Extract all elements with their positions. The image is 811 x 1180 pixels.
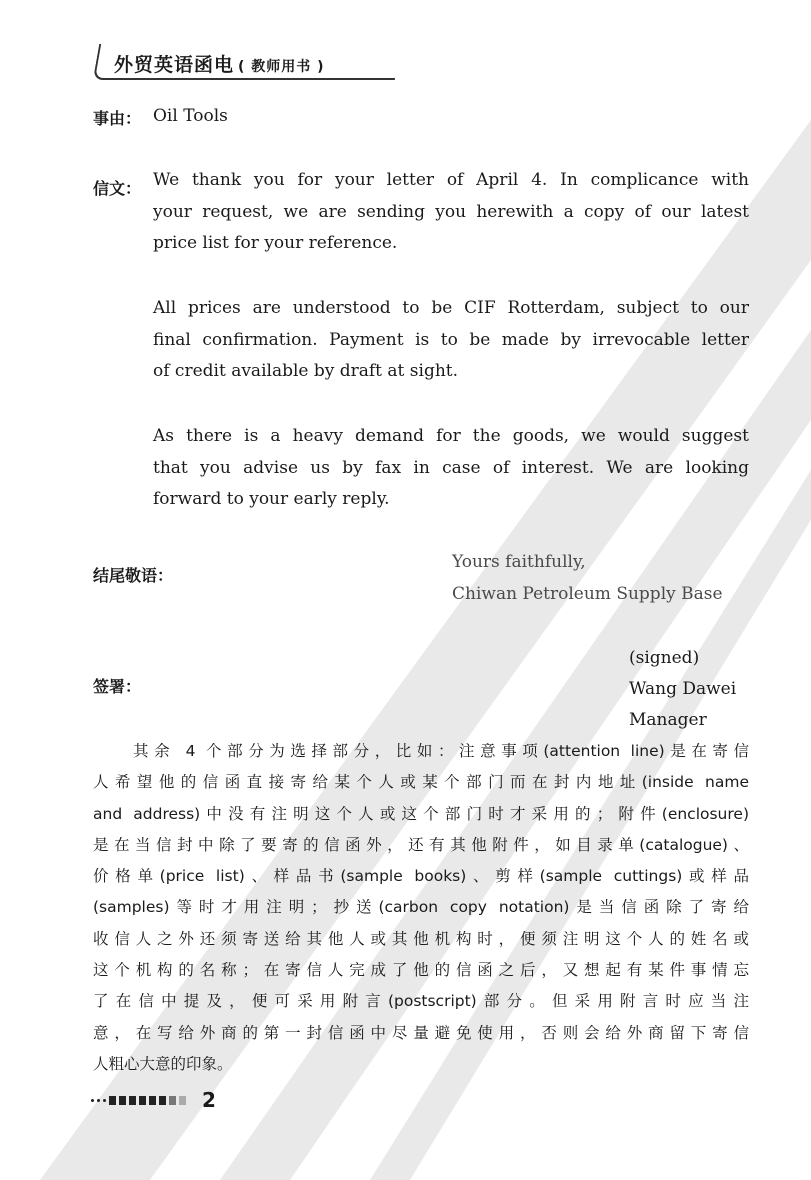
letter-line: of credit available by draft at sight. <box>153 361 459 381</box>
footer-dots-decoration <box>91 1096 186 1105</box>
letter-line: final confirmation. Payment is to be made by irrevocable letter <box>153 329 749 350</box>
closing-label: 结尾敬语： <box>93 566 174 585</box>
explanation-line: 人希望他的信函直接寄给某个人或某个部门而在封内地址(inside name <box>93 773 749 792</box>
letter-line: All prices are understood to be CIF Rotterdam, subject to our <box>153 298 749 318</box>
signature-label: 签署： <box>93 677 142 696</box>
subject-label: 事由： <box>93 109 142 128</box>
letter-paragraph-2 <box>153 293 749 388</box>
letter-body-label: 信文： <box>93 179 142 198</box>
book-title-main: 外贸英语函电 <box>114 54 235 76</box>
explanation-line: 了在信中提及，便可采用附言(postscript)部分。但采用附言时应当注 <box>93 992 749 1011</box>
complimentary-close-line: Yours faithfully, <box>452 552 586 572</box>
explanation-line: 其余 4 个部分为选择部分，比如：注意事项(attention line)是在寄信 <box>133 742 749 760</box>
book-title-sub: ( 教师用书 ) <box>238 59 325 75</box>
letter-line: As there is a heavy demand for the goods, we would suggest <box>153 426 749 446</box>
explanation-line: (samples)等时才用注明；抄送(carbon copy notation)是当信函除了寄给 <box>93 898 749 917</box>
letter-line: price list for your reference. <box>153 233 398 253</box>
letter-paragraph-3 <box>153 421 749 516</box>
explanation-line: 收信人之外还须寄送给其他人或其他机构时，便须注明这个人的姓名或 <box>93 929 749 948</box>
explanation-line: 人粗心大意的印象。 <box>93 1054 233 1073</box>
letter-line: We thank you for your letter of April 4. In complicance with <box>153 170 749 190</box>
explanation-line: 这个机构的名称；在寄信人完成了他的信函之后，又想起有某件事情忘 <box>93 961 749 980</box>
explanation-line: and address)中没有注明这个人或这个部门时才采用的；附件(enclosure) <box>93 804 749 823</box>
sender-company-name: Chiwan Petroleum Supply Base <box>452 584 723 604</box>
explanation-line: 意，在写给外商的第一封信函中尽量避免使用，否则会给外商留下寄信 <box>93 1023 749 1042</box>
letter-line: forward to your early reply. <box>153 489 390 509</box>
letter-paragraph-1 <box>153 165 749 260</box>
explanation-line: 价格单(price list)、样品书(sample books)、剪样(sample cuttings)或样品 <box>93 867 749 886</box>
signature-signed: (signed) <box>629 648 700 668</box>
letter-line: your request, we are sending you herewith a copy of our latest <box>153 201 749 222</box>
explanation-line: 是在当信封中除了要寄的信函外，还有其他附件，如目录单(catalogue)、 <box>93 835 749 854</box>
signer-title: Manager <box>629 710 707 730</box>
signer-name: Wang Dawei <box>629 679 737 699</box>
book-title <box>114 50 325 77</box>
explanation-paragraph <box>93 736 749 1080</box>
page-number: 2 <box>202 1088 216 1112</box>
subject-value: Oil Tools <box>153 106 228 126</box>
letter-line: that you advise us by fax in case of interest. We are looking <box>153 457 749 478</box>
running-header <box>96 44 396 80</box>
page-footer <box>91 1087 216 1113</box>
